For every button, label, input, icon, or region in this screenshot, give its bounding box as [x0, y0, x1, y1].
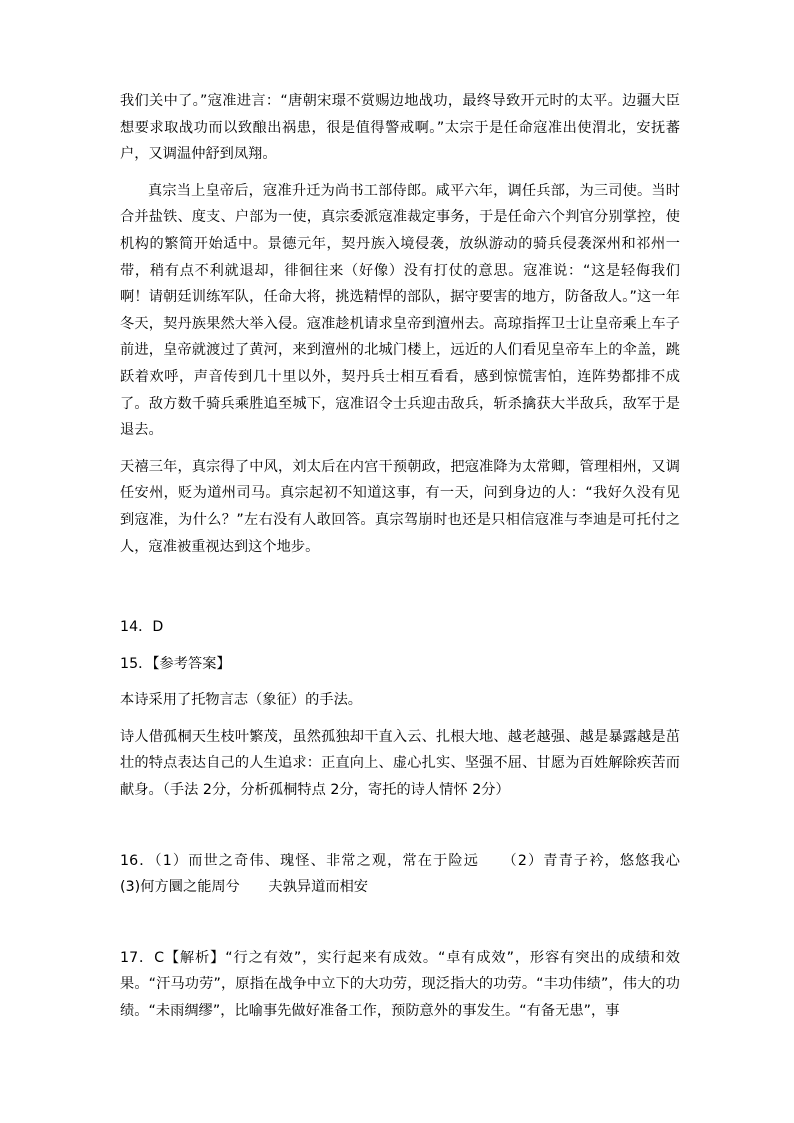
spacer [120, 444, 680, 454]
spacer [120, 901, 680, 945]
paragraph-tianxi-year: 天禧三年，真宗得了中风，刘太后在内宫干预朝政，把寇准降为太常卿，管理相州，又调任安州，贬为道州司马。真宗起初不知道这事，有一天，问到身边的人：“我好久没有见到寇准，为什么？”左右没有人敢回答。真宗驾崩时也还是只相信寇准与李迪是可托付之人，寇准被重视达到这个地步。 [120, 458, 680, 555]
answer-14: 14．D [120, 619, 164, 636]
spacer [120, 560, 680, 614]
answer-17: 17．C【解析】“行之有效”，实行起来有成效。“卓有成效”，形容有突出的成绩和效果。“汗马功劳”，原指在战争中立下的大功劳，现泛指大的功劳。“丰功伟绩”，伟大的功绩。“未雨绸缪”，比喻事先做好准备工作，预防意外的事发生。“有备无患”，事 [120, 949, 680, 1020]
paragraph-song-jing: 我们关中了。”寇准进言：“唐朝宋璟不赏赐边地战功，最终导致开元时的太平。边疆大臣想要求取战功而以致酿出祸患，很是值得警戒啊。”太宗于是任命寇准出使渭北，安抚蕃户，又调温仲舒到凤翔。 [120, 93, 680, 163]
answer-15-analysis: 诗人借孤桐天生枝叶繁茂，虽然孤独却干直入云、扎根大地、越老越强、越是暴露越是茁壮的特点表达自己的人生追求：正直向上、虚心扎实、坚强不屈、甘愿为百姓解除疾苦而献身。（手法 2分，分析孤桐特点 2分，寄托的诗人情怀 2分） [120, 728, 680, 799]
paragraph-zhenzong-reign: 真宗当上皇帝后，寇准升迁为尚书工部侍郎。咸平六年，调任兵部，为三司使。当时合并盐铁、度支、户部为一使，真宗委派寇准裁定事务，于是任命六个判官分别掌控，使机构的繁简开始适中。景德元年，契丹族入境侵袭，放纵游动的骑兵侵袭深州和祁州一带，稍有点不利就退却，徘徊往来（好像）没有打仗的意思。寇准说：“这是轻侮我们啊！请朝廷训练军队，任命大将，挑选精悍的部队，据守要害的地方，防备敌人。”这一年冬天，契丹族果然大举入侵。寇准趁机请求皇帝到澶州去。高琼指挥卫士让皇帝乘上车子前进，皇帝就渡过了黄河，来到澶州的北城门楼上，远近的人们看见皇帝车上的伞盖，跳跃着欢呼，声音传到几十里以外，契丹兵士相互看看，感到惊慌害怕，连阵势都排不成了。敌方数千骑兵乘胜追至城下，寇准诏令士兵迎击敌兵，斩杀擒获大半敌兵，敌军于是退去。 [120, 182, 680, 439]
spacer [120, 641, 680, 651]
answer-15-heading: 15．【参考答案】 [120, 655, 231, 672]
spacer [120, 714, 680, 724]
document-page [120, 88, 709, 1025]
spacer [120, 804, 680, 848]
spacer [120, 168, 680, 178]
answer-16: 16．（1）而世之奇伟、瑰怪、非常之观，常在于险远 （2）青青子衿，悠悠我心 (3)何方圜之能周兮 夫孰异道而相安 [120, 852, 709, 896]
answer-15-technique: 本诗采用了托物言志（象征）的手法。 [120, 692, 363, 709]
spacer [120, 677, 680, 687]
